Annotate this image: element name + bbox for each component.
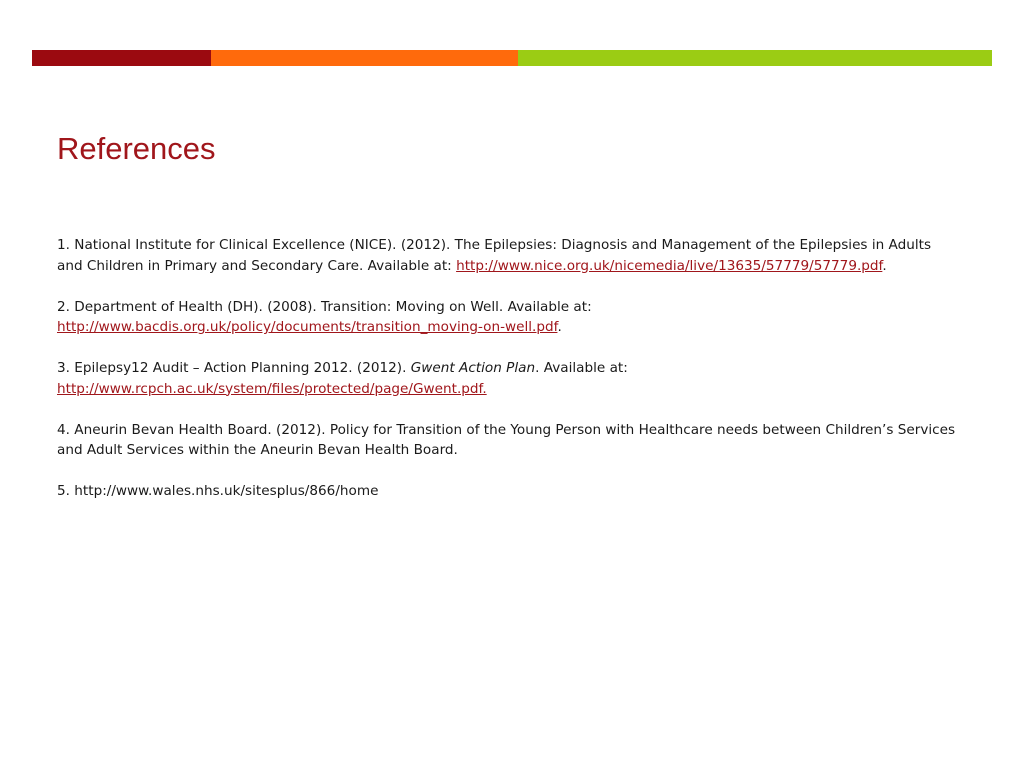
reference-italic-title: Gwent Action Plan [410, 360, 536, 376]
reference-text: 5. http://www.wales.nhs.uk/sitesplus/866/home [57, 483, 379, 499]
reference-item-1 [57, 235, 957, 276]
reference-item-4 [57, 420, 957, 461]
reference-suffix: . [557, 319, 562, 335]
reference-link[interactable]: http://www.bacdis.org.uk/policy/documents/transition_moving-on-well.pdf [57, 319, 558, 335]
bar-segment-green [518, 50, 992, 66]
reference-item-2 [57, 297, 957, 338]
reference-item-3 [57, 358, 957, 399]
bar-segment-orange [211, 50, 518, 66]
reference-suffix: . [882, 257, 887, 274]
slide-title: References [57, 131, 216, 166]
reference-text-2: . Available at: [535, 360, 628, 376]
reference-item-5 [57, 481, 957, 502]
reference-text: 1. National Institute for Clinical Excellence (NICE). (2012). The Epilepsies: Diagnosis and Management of the Epilepsies in Adults and Children in Primary and Secondary Care. Available at: [57, 237, 932, 274]
reference-text: 2. Department of Health (DH). (2008). Transition: Moving on Well. Available at: [57, 298, 592, 315]
bar-segment-red [32, 50, 211, 66]
reference-text: 4. Aneurin Bevan Health Board. (2012). Policy for Transition of the Young Person with Healthcare needs between Children’s Services and Adult Services within the Aneurin Bevan Health Board. [57, 421, 956, 458]
reference-link[interactable]: http://www.nice.org.uk/nicemedia/live/13635/57779/57779.pdf [456, 257, 883, 274]
references-list [57, 235, 957, 522]
reference-text: 3. Epilepsy12 Audit – Action Planning 2012. (2012). [57, 360, 411, 376]
reference-link[interactable]: http://www.rcpch.ac.uk/system/files/protected/page/Gwent.pdf. [57, 380, 487, 397]
top-color-bar [32, 50, 992, 66]
